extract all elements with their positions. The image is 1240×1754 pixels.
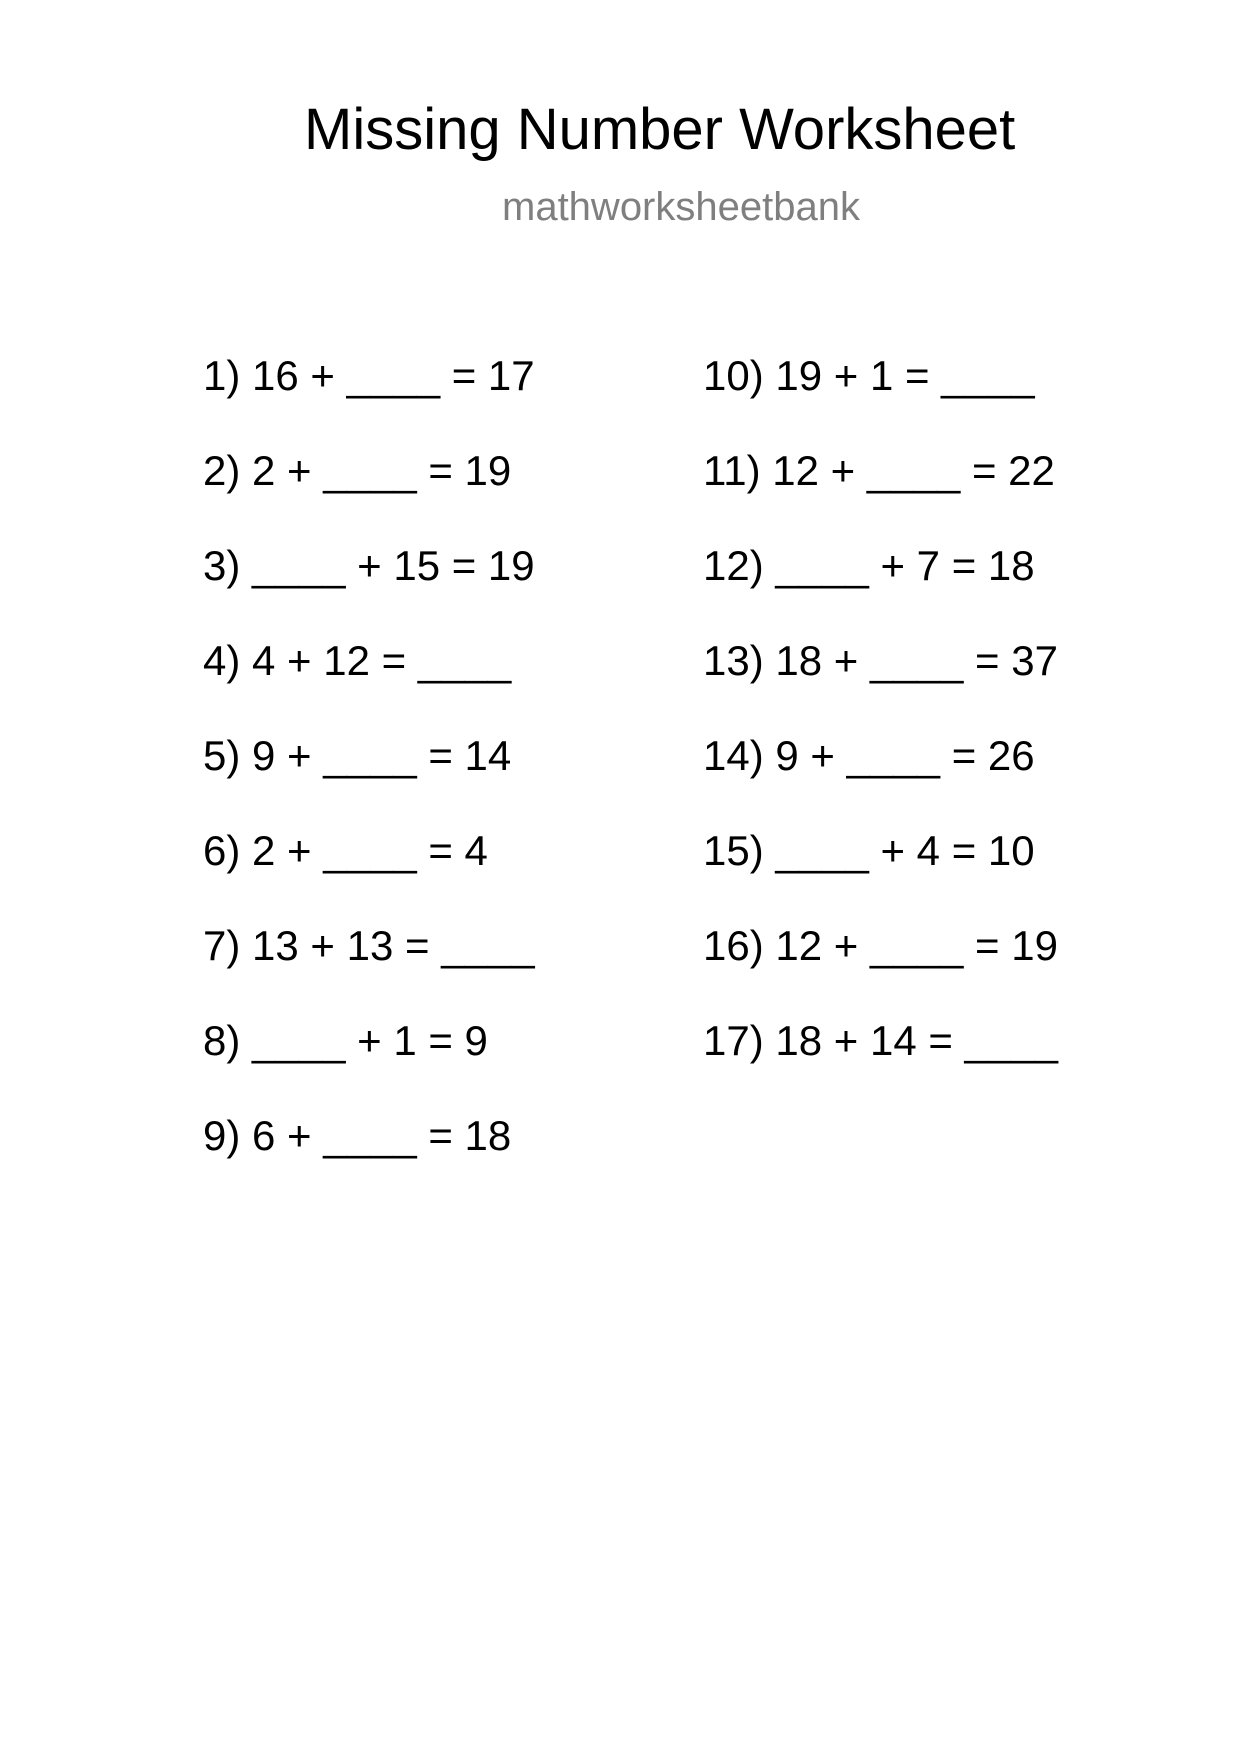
- problem-expression: ____ + 7 = 18: [775, 542, 1035, 589]
- problem-item: [203, 1112, 535, 1207]
- problem-expression: 12 + ____ = 19: [775, 922, 1058, 969]
- problem-number: 5): [203, 732, 241, 779]
- problem-expression: 9 + ____ = 26: [775, 732, 1035, 779]
- problem-item: [703, 732, 1058, 827]
- problem-expression: ____ + 4 = 10: [775, 827, 1035, 874]
- problem-item: [203, 1017, 535, 1112]
- problem-expression: 19 + 1 = ____: [775, 352, 1035, 399]
- problem-expression: ____ + 15 = 19: [252, 542, 535, 589]
- problem-expression: 16 + ____ = 17: [252, 352, 535, 399]
- problem-expression: 18 + 14 = ____: [775, 1017, 1058, 1064]
- problem-expression: 4 + 12 = ____: [252, 637, 512, 684]
- problem-expression: 12 + ____ = 22: [772, 447, 1055, 494]
- problem-number: 2): [203, 447, 241, 494]
- problem-item: [203, 827, 535, 922]
- problem-number: 1): [203, 352, 241, 399]
- problem-item: [203, 732, 535, 827]
- problems-right-column: [703, 352, 1058, 1112]
- problem-item: [203, 637, 535, 732]
- problem-expression: 13 + 13 = ____: [252, 922, 535, 969]
- problem-item: [203, 922, 535, 1017]
- problem-number: 11): [703, 447, 761, 494]
- problem-number: 7): [203, 922, 241, 969]
- problem-item: [703, 542, 1058, 637]
- problem-number: 12): [703, 542, 764, 589]
- problem-item: [703, 922, 1058, 1017]
- problem-number: 9): [203, 1112, 241, 1159]
- problem-number: 13): [703, 637, 764, 684]
- problem-expression: 6 + ____ = 18: [252, 1112, 512, 1159]
- problem-item: [703, 1017, 1058, 1112]
- problem-item: [703, 447, 1058, 542]
- problem-expression: 2 + ____ = 19: [252, 447, 512, 494]
- problem-item: [703, 637, 1058, 732]
- problem-expression: ____ + 1 = 9: [252, 1017, 488, 1064]
- problems-left-column: [203, 352, 535, 1207]
- problem-item: [203, 447, 535, 542]
- problem-item: [203, 542, 535, 637]
- problem-item: [703, 352, 1058, 447]
- worksheet-source-label: mathworksheetbank: [502, 185, 860, 229]
- problem-number: 6): [203, 827, 241, 874]
- problem-number: 8): [203, 1017, 241, 1064]
- problem-number: 3): [203, 542, 241, 589]
- problem-number: 16): [703, 922, 764, 969]
- problem-expression: 18 + ____ = 37: [775, 637, 1058, 684]
- problem-number: 17): [703, 1017, 764, 1064]
- problem-expression: 9 + ____ = 14: [252, 732, 512, 779]
- problem-number: 15): [703, 827, 764, 874]
- problem-number: 10): [703, 352, 764, 399]
- worksheet-title: Missing Number Worksheet: [304, 97, 1016, 162]
- problem-item: [703, 827, 1058, 922]
- problem-item: [203, 352, 535, 447]
- problem-number: 14): [703, 732, 764, 779]
- problem-expression: 2 + ____ = 4: [252, 827, 488, 874]
- problem-number: 4): [203, 637, 241, 684]
